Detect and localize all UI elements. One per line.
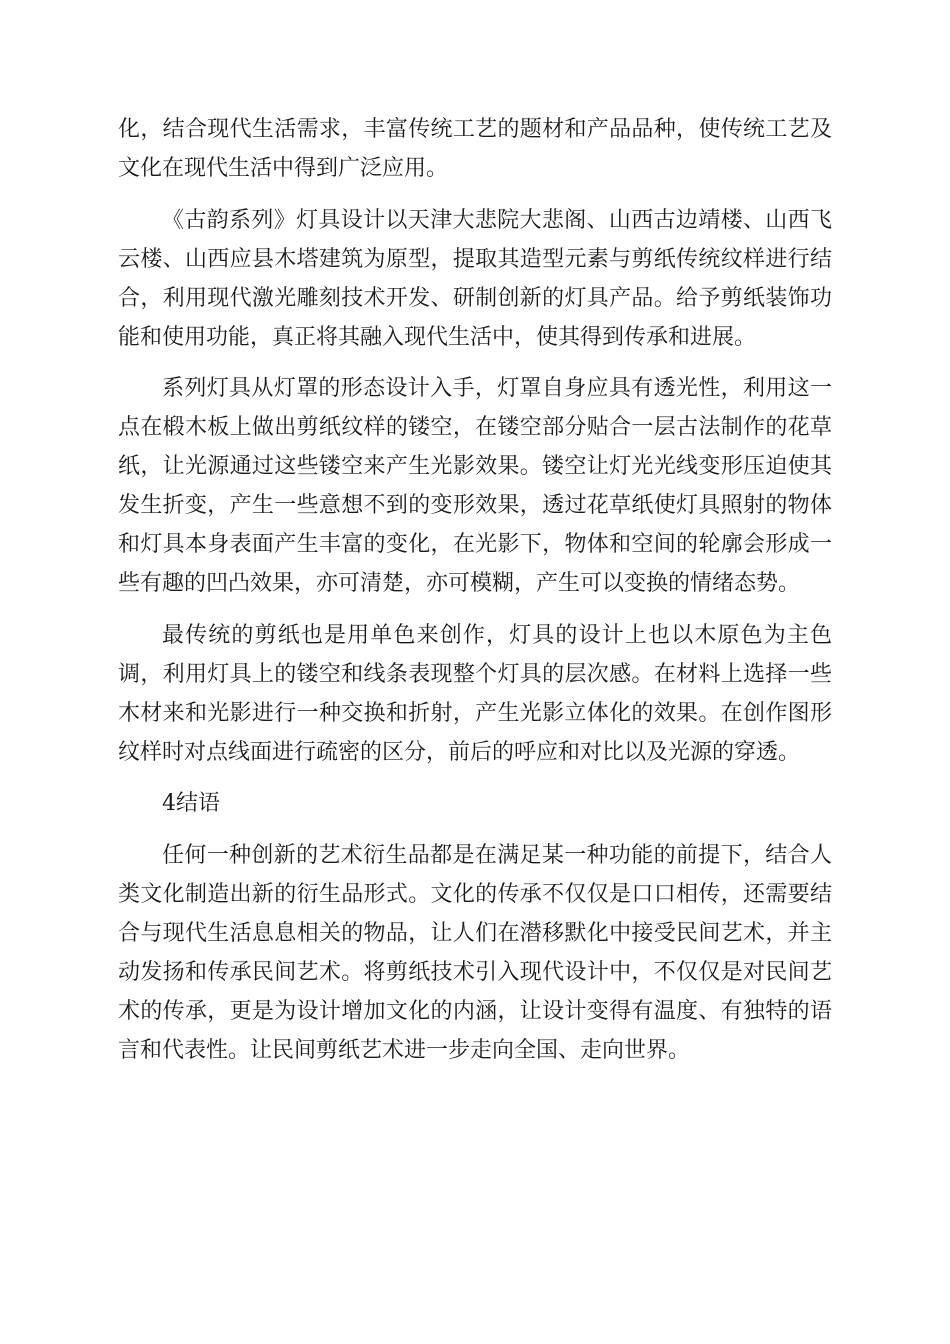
text-line: 能和使用功能，真正将其融入现代生活中，使其得到传承和进展。 <box>118 324 757 350</box>
section-heading <box>118 784 832 823</box>
paragraph <box>118 110 832 188</box>
text-line: 纸，让光源通过这些镂空来产生光影效果。镂空让灯光光线变形压迫使其 <box>118 454 832 479</box>
text-line: 最传统的剪纸也是用单色来创作，灯具的设计上也以木原色为主色 <box>162 622 832 648</box>
text-line: 《古韵系列》灯具设计以天津大悲院大悲阁、山西古边靖楼、山西飞 <box>162 207 832 233</box>
text-line: 木材来和光影进行一种交换和折射，产生光影立体化的效果。在创作图形 <box>118 700 832 726</box>
text-line: 言和代表性。让民间剪纸艺术进一步走向全国、走向世界。 <box>118 1037 691 1063</box>
text-line: 术的传承，更是为设计增加文化的内涵，让设计变得有温度、有独特的语 <box>118 998 832 1024</box>
text-line: 动发扬和传承民间艺术。将剪纸技术引入现代设计中，不仅仅是对民间艺 <box>118 959 832 985</box>
text-line: 点在椴木板上做出剪纸纹样的镂空，在镂空部分贴合一层古法制作的花草 <box>118 415 832 440</box>
text-line: 类文化制造出新的衍生品形式。文化的传承不仅仅是口口相传，还需要结 <box>118 881 832 907</box>
text-line: 调，利用灯具上的镂空和线条表现整个灯具的层次感。在材料上选择一些 <box>118 661 832 687</box>
text-line: 化，结合现代生活需求，丰富传统工艺的题材和产品品种，使传统工艺及 <box>118 117 832 142</box>
text-line: 文化在现代生活中得到广泛应用。 <box>118 156 449 181</box>
paragraph <box>118 201 832 357</box>
text-line: 合，利用现代激光雕刻技术开发、研制创新的灯具产品。给予剪纸装饰功 <box>118 285 832 311</box>
text-line: 发生折变，产生一些意想不到的变形效果，透过花草纸使灯具照射的物体 <box>118 493 832 518</box>
text-line: 系列灯具从灯罩的形态设计入手，灯罩自身应具有透光性，利用这一 <box>162 376 832 401</box>
paragraph <box>118 369 832 603</box>
paragraph <box>118 836 832 1070</box>
document-body <box>118 110 832 1082</box>
text-line: 任何一种创新的艺术衍生品都是在满足某一种功能的前提下，结合人 <box>162 842 832 868</box>
text-line: 些有趣的凹凸效果，亦可清楚，亦可模糊，产生可以变换的情绪态势。 <box>118 571 801 596</box>
paragraph <box>118 616 832 772</box>
text-line: 和灯具本身表面产生丰富的变化，在光影下，物体和空间的轮廓会形成一 <box>118 532 832 557</box>
heading-text: 4结语 <box>162 791 220 816</box>
text-line: 合与现代生活息息相关的物品，让人们在潜移默化中接受民间艺术，并主 <box>118 920 832 946</box>
text-line: 云楼、山西应县木塔建筑为原型，提取其造型元素与剪纸传统纹样进行结 <box>118 246 832 272</box>
text-line: 纹样时对点线面进行疏密的区分，前后的呼应和对比以及光源的穿透。 <box>118 739 801 765</box>
